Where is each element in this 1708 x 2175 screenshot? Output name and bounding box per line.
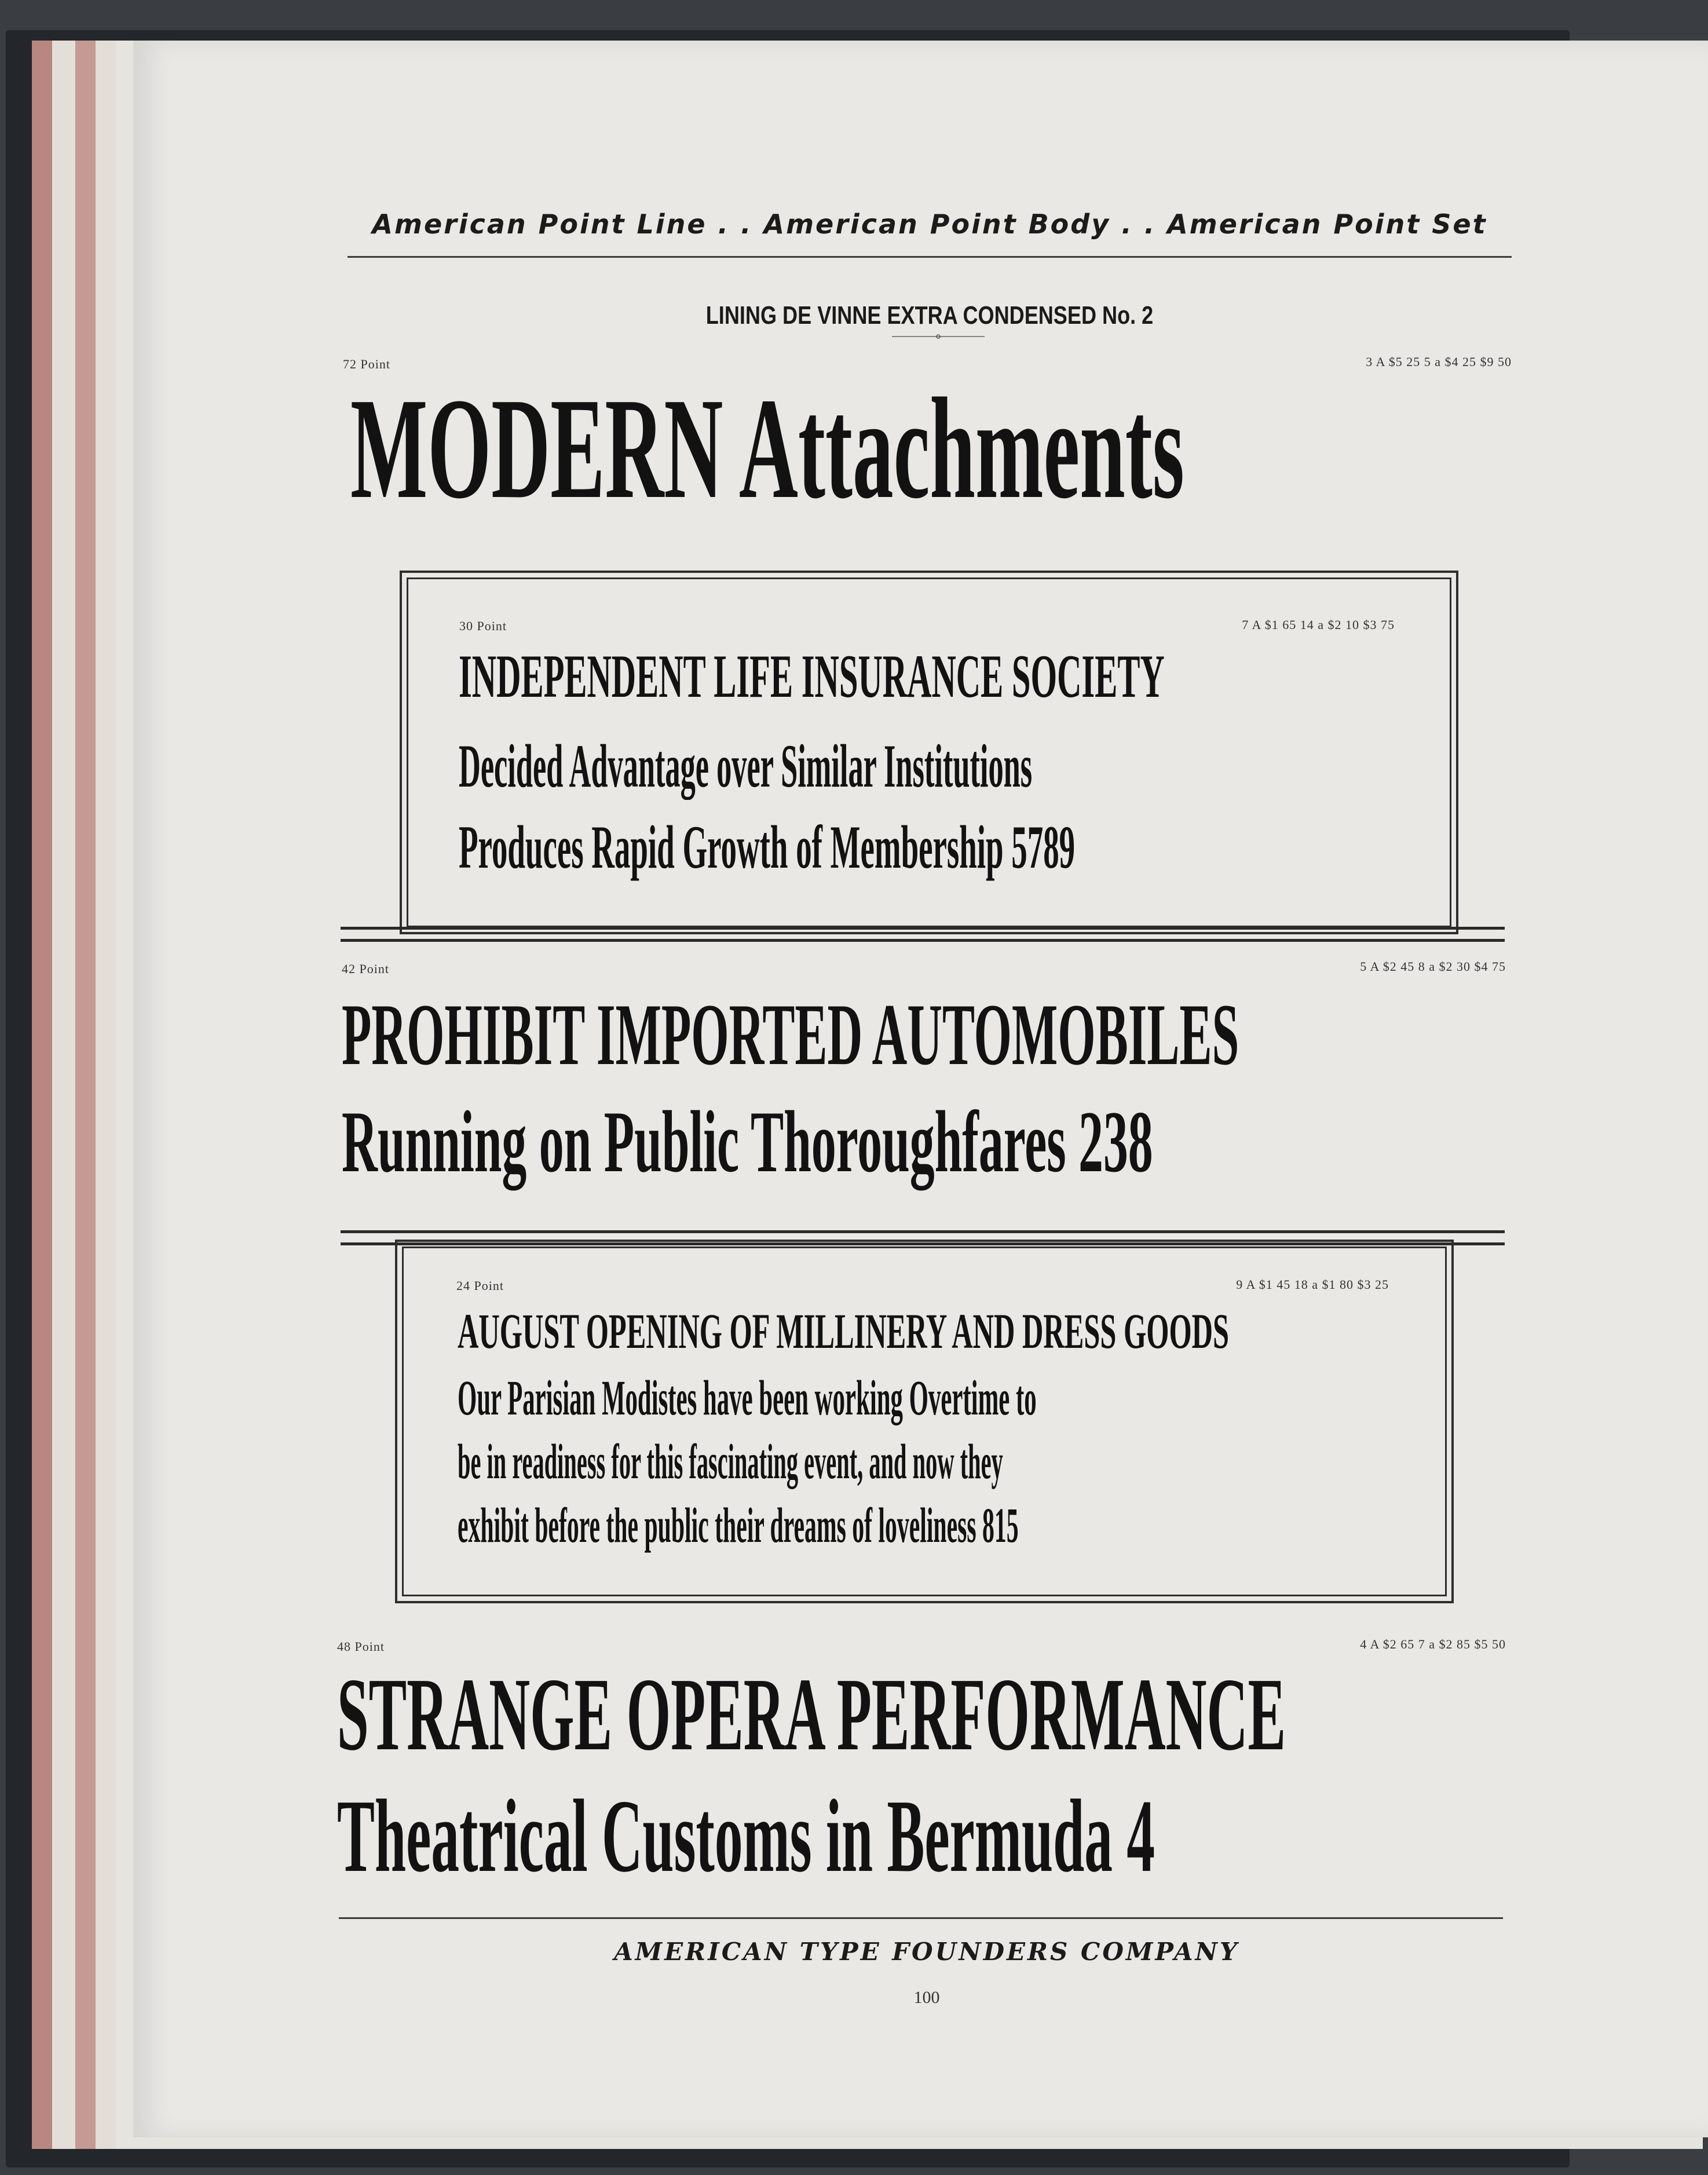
price-label: 5 A $2 45 8 a $2 30 $4 75 [1360,959,1506,974]
point-size-label: 48 Point [337,1639,385,1654]
price-label: 9 A $1 45 18 a $1 80 $3 25 [1236,1277,1389,1292]
footer-rule [339,1917,1503,1919]
specimen-line: PROHIBIT IMPORTED AUTOMOBILES [342,986,1239,1083]
specimen-line: Decided Advantage over Similar Institutions [459,732,1033,800]
double-rule [341,927,1505,942]
specimen-line: Produces Rapid Growth of Membership 5789 [459,813,1076,881]
ornament-icon [892,334,985,339]
specimen-line: STRANGE OPERA PERFORMANCE [337,1657,1286,1772]
price-label: 4 A $2 65 7 a $2 85 $5 50 [1360,1637,1506,1651]
header-rule [348,256,1512,258]
point-size-label: 72 Point [343,357,390,371]
specimen-line: be in readiness for this fascinating event, and now they [458,1434,1003,1489]
specimen-line: MODERN Attachments [350,368,1184,529]
point-size-label: 42 Point [342,962,389,976]
point-size-label: 24 Point [456,1278,504,1293]
specimen-line: AUGUST OPENING OF MILLINERY AND DRESS GOODS [458,1303,1230,1359]
specimen-line: INDEPENDENT LIFE INSURANCE SOCIETY [459,642,1165,710]
specimen-line: exhibit before the public their dreams of loveliness 815 [458,1497,1019,1553]
page-header: American Point Line . . American Point Body . . American Point Set [372,209,1487,240]
specimen-line: Theatrical Customs in Bermuda 4 [337,1778,1155,1893]
price-label: 3 A $5 25 5 a $4 25 $9 50 [1366,354,1512,369]
page-number: 100 [913,1988,940,2007]
price-label: 7 A $1 65 14 a $2 10 $3 75 [1242,617,1395,632]
specimen-line: Running on Public Thoroughfares 238 [342,1093,1153,1190]
typeface-title: LINING DE VINNE EXTRA CONDENSED No. 2 [705,301,1154,330]
point-size-label: 30 Point [459,619,507,633]
company-name: AMERICAN TYPE FOUNDERS COMPANY [614,1938,1239,1966]
specimen-line: Our Parisian Modistes have been working Overtime to [458,1370,1037,1425]
